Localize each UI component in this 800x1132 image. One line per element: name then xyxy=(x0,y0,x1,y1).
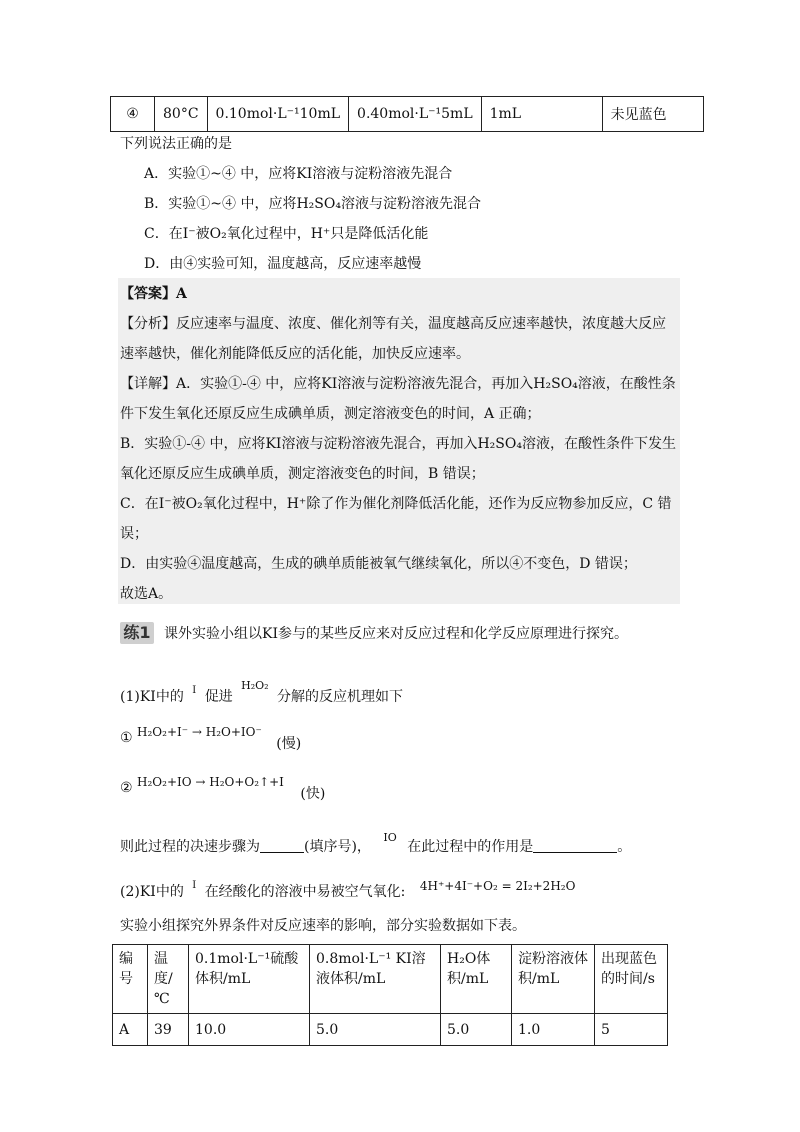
option-a: A．实验①~④ 中，应将KI溶液与淀粉溶液先混合 xyxy=(144,166,453,182)
experiment-table xyxy=(112,944,668,1046)
table-row xyxy=(111,97,704,132)
answer-blank[interactable] xyxy=(260,838,304,853)
step-2-note: (快) xyxy=(300,786,326,802)
table-cell: 0.40mol·L⁻¹5mL xyxy=(349,97,482,132)
table-header: 0.8mol·L⁻¹ KI溶液体积/mL xyxy=(310,945,441,1014)
table-cell: 5.0 xyxy=(441,1014,512,1046)
option-c: C．在I⁻被O₂氧化过程中，H⁺只是降低活化能 xyxy=(144,226,429,242)
q1-suffix: 分解的反应机理如下 xyxy=(277,689,404,705)
step-2-equation: H₂O₂+IO → H₂O+O₂↑+I xyxy=(137,775,284,789)
question-stem: 下列说法正确的是 xyxy=(120,136,232,152)
detail-line: 误； xyxy=(120,526,148,542)
q2-prefix: (2)KI中的 xyxy=(120,884,184,900)
analysis-line: 速率越快，催化剂能降低反应的活化能，加快反应速率。 xyxy=(120,346,470,362)
step-1-note: (慢) xyxy=(276,736,302,752)
q2-ion: I xyxy=(192,880,197,891)
step-1-number: ① xyxy=(120,730,133,746)
q2-mid: 在经酸化的溶液中易被空气氧化: xyxy=(204,884,406,900)
q1-molecule: H₂O₂ xyxy=(241,679,269,692)
table-header: 淀粉溶液体积/mL xyxy=(512,945,595,1014)
answer-blank[interactable] xyxy=(533,838,617,853)
table-cell: 0.10mol·L⁻¹10mL xyxy=(207,97,349,132)
practice-stamp: 练1 xyxy=(120,622,154,644)
table-header-row xyxy=(113,945,668,1014)
q1-ion: I xyxy=(192,685,197,696)
table-header: 编号 xyxy=(113,945,148,1014)
detail-line: C．在I⁻被O₂氧化过程中，H⁺除了作为催化剂降低活化能，还作为反应物参加反应，C 错 xyxy=(120,496,672,512)
detail-line: 件下发生氧化还原反应生成碘单质，测定溶液变色的时间，A 正确； xyxy=(120,406,541,422)
table-cell: 1mL xyxy=(481,97,602,132)
table-row xyxy=(113,1014,668,1046)
step-1-equation: H₂O₂+I⁻ → H₂O+IO⁻ xyxy=(137,725,262,739)
table-header: H₂O体积/mL xyxy=(441,945,512,1014)
detail-line: B．实验①-④ 中，应将KI溶液与淀粉溶液先混合，再加入H₂SO₄溶液，在酸性条件下发生 xyxy=(120,436,676,452)
option-b: B．实验①~④ 中，应将H₂SO₄溶液与淀粉溶液先混合 xyxy=(144,196,481,212)
table-header: 温度/℃ xyxy=(148,945,189,1014)
q1b-fill: (填序号)， xyxy=(304,839,371,855)
table-cell: 未见蓝色 xyxy=(602,97,703,132)
table-cell: A xyxy=(113,1014,148,1046)
step-2-number: ② xyxy=(120,780,133,796)
experiment-table-top xyxy=(110,96,704,132)
table-cell: ④ xyxy=(111,97,155,132)
q2-line xyxy=(120,876,575,902)
table-header: 0.1mol·L⁻¹硫酸体积/mL xyxy=(189,945,310,1014)
detail-line: 【详解】A．实验①-④ 中，应将KI溶液与淀粉溶液先混合，再加入H₂SO₄溶液，在酸性条 xyxy=(120,376,676,392)
detail-line: D．由实验④温度越高，生成的碘单质能被氧气继续氧化，所以④不变色，D 错误； xyxy=(120,556,637,572)
q2-equation: 4H⁺+4I⁻+O₂ = 2I₂+2H₂O xyxy=(419,879,576,893)
q1b-suffix: 在此过程中的作用是 xyxy=(407,839,534,855)
table-intro: 实验小组探究外界条件对反应速率的影响，部分实验数据如下表。 xyxy=(120,918,526,934)
q1-mid: 促进 xyxy=(204,689,233,705)
table-cell: 1.0 xyxy=(512,1014,595,1046)
q1-prefix: (1)KI中的 xyxy=(120,689,184,705)
q1b-line xyxy=(120,828,631,857)
step-1 xyxy=(120,722,301,754)
q1b-ion: IO xyxy=(383,831,397,844)
analysis-line: 【分析】反应速率与温度、浓度、催化剂等有关，温度越高反应速率越快，浓度越大反应 xyxy=(120,316,666,332)
table-cell: 39 xyxy=(148,1014,189,1046)
q1b-end: 。 xyxy=(617,839,632,855)
q1-line xyxy=(120,676,403,707)
answer-line: 【答案】A xyxy=(120,286,187,302)
q1b-prefix: 则此过程的决速步骤为 xyxy=(120,839,260,855)
step-2 xyxy=(120,772,325,804)
table-cell: 80°C xyxy=(155,97,208,132)
table-cell: 5 xyxy=(595,1014,668,1046)
table-cell: 10.0 xyxy=(189,1014,310,1046)
detail-line: 故选A。 xyxy=(120,586,173,602)
practice-intro: 课外实验小组以KI参与的某些反应来对反应过程和化学反应原理进行探究。 xyxy=(164,626,628,642)
detail-line: 氧化还原反应生成碘单质，测定溶液变色的时间，B 错误； xyxy=(120,466,485,482)
table-header: 出现蓝色的时间/s xyxy=(595,945,668,1014)
table-cell: 5.0 xyxy=(310,1014,441,1046)
option-d: D．由④实验可知，温度越高，反应速率越慢 xyxy=(144,256,422,272)
